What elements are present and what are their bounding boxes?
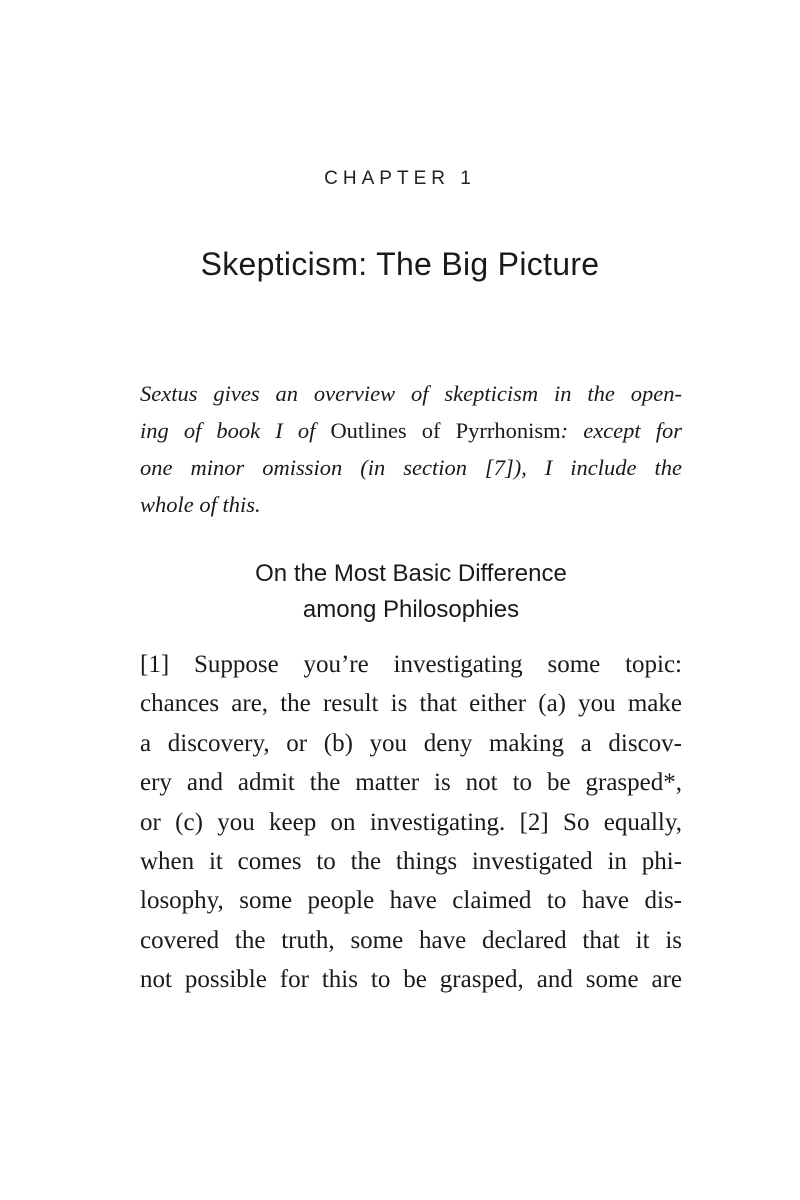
chapter-introduction [140,375,682,523]
body-line: not possible for this to be grasped, and some are [140,966,682,994]
body-line: when it comes to the things investigated in phi- [140,848,682,876]
intro-line-text: : except for [560,418,683,443]
intro-line: whole of this. [140,492,261,517]
body-line: covered the truth, some have declared that it is [140,926,682,954]
body-line: [1] Suppose you’re investigating some topic: [140,651,682,678]
body-paragraph [140,645,682,1000]
intro-line: Sextus gives an overview of skepticism in the open- [140,381,682,406]
section-heading-line: among Philosophies [302,596,520,623]
body-line: a discovery, or (b) you deny making a discov- [140,729,682,757]
intro-line: one minor omission (in section [7]), I include the [140,455,682,480]
intro-line-text: ing of book I of [140,418,331,443]
chapter-title: Skepticism: The Big Picture [200,246,600,282]
body-line: chances are, the result is that either (a) you make [140,690,682,718]
chapter-label: CHAPTER 1 [324,168,476,189]
section-heading-line: On the Most Basic Difference [255,560,567,587]
body-line: losophy, some people have claimed to have dis- [140,887,682,915]
book-title: Outlines of Pyrrhonism [330,418,561,443]
body-line: or (c) you keep on investigating. [2] So equally, [140,808,682,836]
body-line: ery and admit the matter is not to be grasped*, [140,769,682,797]
intro-line [140,412,682,449]
section-heading [140,556,682,628]
